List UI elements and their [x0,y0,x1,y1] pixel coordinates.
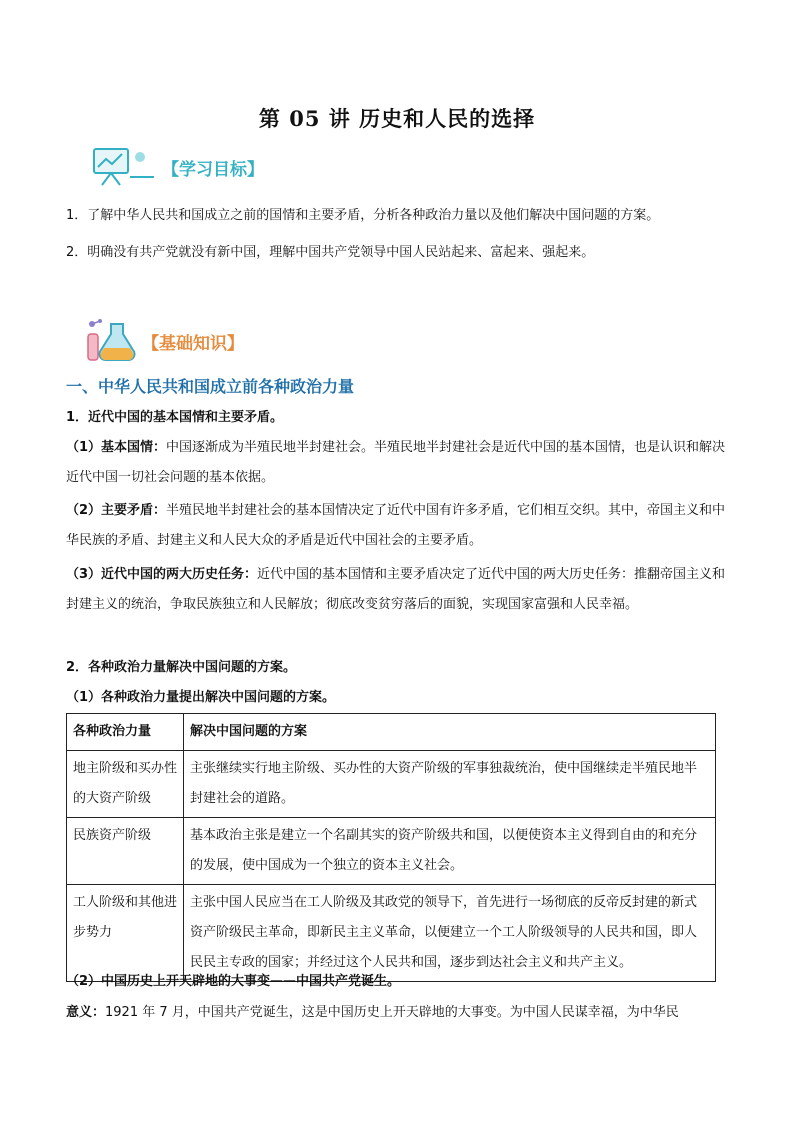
text-two-tasks: 近代中国的基本国情和主要矛盾决定了近代中国的两大历史任务：推翻帝国主义和封建主义的统治，争取民族独立和人民解放；彻底改变贫穷落后的面貌，实现国家富强和人民幸福。 [66,567,726,612]
goal-item-2: 2．明确没有共产党就没有新中国，理解中国共产党领导中国人民站起来、富起来、强起来。 [66,245,595,260]
paragraph-main-contradiction [66,496,728,556]
goal-item-1: 1．了解中华人民共和国成立之前的国情和主要矛盾，分析各种政治力量以及他们解决中国问题的方案。 [66,208,660,223]
basic-knowledge-header [84,318,244,364]
table-cell-plan: 主张继续实行地主阶级、买办性的大资产阶级的军事独裁统治，使中国继续走半殖民地半封建社会的道路。 [184,751,716,818]
paragraph-significance [66,998,728,1028]
presentation-board-icon [88,147,158,187]
heading-2-1: （1）各种政治力量提出解决中国问题的方案。 [66,690,336,705]
text-significance: 1921 年 7 月，中国共产党诞生，这是中国历史上开天辟地的大事变。为中国人民谋幸福，为中华民 [105,1005,679,1020]
table-cell-force: 民族资产阶级 [67,818,184,885]
table-cell-plan: 基本政治主张是建立一个名副其实的资产阶级共和国，以便使资本主义得到自由的和充分的发展，使中国成为一个独立的资本主义社会。 [184,818,716,885]
paragraph-two-tasks [66,560,728,620]
label-main-contradiction: （2）主要矛盾： [66,503,167,518]
paragraph-basic-situation [66,433,728,493]
table-header-cell: 解决中国问题的方案 [184,714,716,751]
section-heading-1: 一、中华人民共和国成立前各种政治力量 [66,377,355,396]
text-main-contradiction: 半殖民地半封建社会的基本国情决定了近代中国有许多矛盾，它们相互交织。其中，帝国主义和中华民族的矛盾、封建主义和人民大众的矛盾是近代中国社会的主要矛盾。 [66,503,726,548]
page-title: 第 05 讲 历史和人民的选择 [258,106,536,131]
table-cell-force: 工人阶级和其他进步势力 [67,885,184,982]
basic-knowledge-label: 【基础知识】 [142,333,244,354]
label-basic-situation: （1）基本国情： [66,440,167,455]
political-forces-table [66,713,716,982]
learning-goals-header [88,147,264,187]
table-cell-plan: 主张中国人民应当在工人阶级及其政党的领导下，首先进行一场彻底的反帝反封建的新式资产阶级民主革命，即新民主主义革命，以便建立一个工人阶级领导的人民共和国，即人民民主专政的国家；并经过这个人民共和国，逐步到达社会主义和共产主义。 [184,885,716,982]
label-significance: 意义： [66,1005,106,1020]
table-header-cell: 各种政治力量 [67,714,184,751]
heading-2: 2．各种政治力量解决中国问题的方案。 [66,660,297,675]
table-row [67,818,716,885]
heading-2-2: （2）中国历史上开天辟地的大事变——中国共产党诞生。 [66,974,401,989]
table-cell-force: 地主阶级和买办性的大资产阶级 [67,751,184,818]
table-row [67,751,716,818]
flask-icon [84,318,138,364]
label-two-tasks: （3）近代中国的两大历史任务： [66,567,258,582]
heading-1: 1．近代中国的基本国情和主要矛盾。 [66,410,284,425]
learning-goals-label: 【学习目标】 [162,159,264,180]
text-basic-situation: 中国逐渐成为半殖民地半封建社会。半殖民地半封建社会是近代中国的基本国情，也是认识和解决近代中国一切社会问题的基本依据。 [66,440,726,485]
table-header-row [67,714,716,751]
